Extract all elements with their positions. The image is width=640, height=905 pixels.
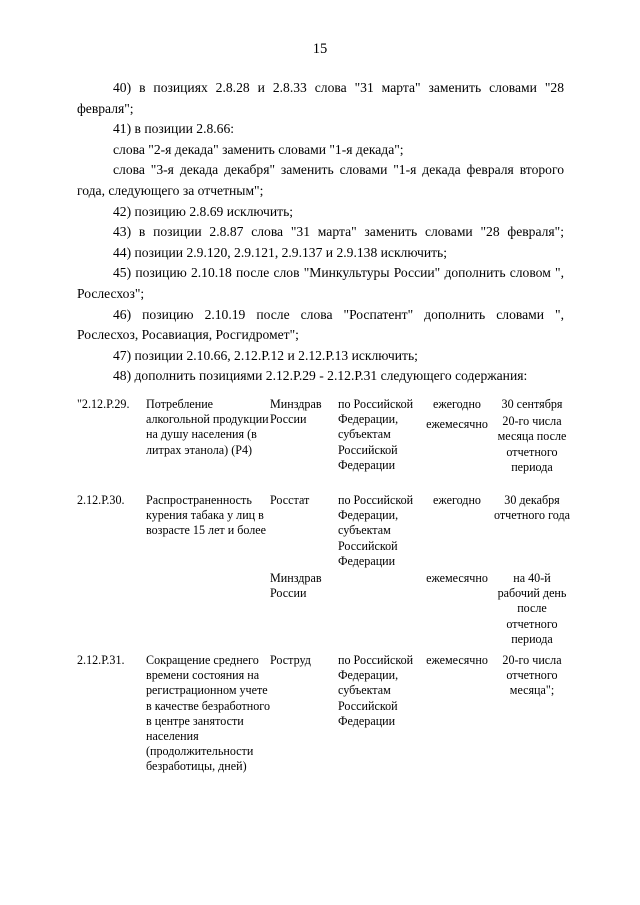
responsible-agency: Росстат <box>270 493 310 507</box>
frequency-cell <box>422 397 492 432</box>
amendment-subitem-41-a: слова "2-я декада" заменить словами "1-я декада"; <box>113 141 404 157</box>
table-row <box>77 571 572 653</box>
amendment-item-47: 47) позиции 2.10.66, 2.12.Р.12 и 2.12.Р.13 исключить; <box>113 347 418 363</box>
indicator-name: Потребление алкогольной продукции на душу населения (в литрах этанола) (Р4) <box>146 397 269 457</box>
amendment-list <box>77 78 564 387</box>
deadline-secondary: 20-го числа месяца после отчетного периода <box>497 414 567 474</box>
deadline-cell <box>492 397 572 475</box>
frequency: ежегодно <box>433 397 481 411</box>
frequency-secondary: ежемесячно <box>426 417 488 432</box>
deadline: на 40-й рабочий день после отчетного периода <box>497 571 567 646</box>
amendment-item-46: 46) позицию 2.10.19 после слова "Роспатент" дополнить словами ", Рослесхоз, Росавиация, Росгидромет"; <box>77 306 564 343</box>
frequency: ежемесячно <box>426 653 488 667</box>
coverage-level: по Российской Федерации, субъектам Российской Федерации <box>338 397 414 472</box>
responsible-agency: Минздрав России <box>270 397 322 427</box>
frequency: ежегодно <box>433 493 481 507</box>
table-row <box>77 493 572 571</box>
coverage-level: по Российской Федерации, субъектам Российской Федерации <box>338 493 414 568</box>
amendment-item-44: 44) позиции 2.9.120, 2.9.121, 2.9.137 и 2.9.138 исключить; <box>113 244 448 260</box>
responsible-agency: Минздрав России <box>270 571 322 601</box>
frequency: ежемесячно <box>426 571 488 585</box>
position-code: "2.12.Р.29. <box>77 397 130 411</box>
indicator-name: Сокращение среднего времени состояния на регистрационном учете в качестве безработного в центре занятости населения (продолжительности безработицы, дней) <box>146 653 270 774</box>
deadline: 20-го числа отчетного месяца"; <box>502 653 562 698</box>
deadline: 30 сентября <box>501 397 563 411</box>
amendment-item-40: 40) в позициях 2.8.28 и 2.8.33 слова "31 марта" заменить словами "28 февраля"; <box>77 80 564 116</box>
amendment-item-43: 43) в позиции 2.8.87 слова "31 марта" заменить словами "28 февраля"; <box>113 224 564 240</box>
amendment-item-48: 48) дополнить позициями 2.12.Р.29 - 2.12.Р.31 следующего содержания: <box>113 368 528 384</box>
responsible-agency: Роструд <box>270 653 311 667</box>
position-code: 2.12.Р.31. <box>77 653 125 667</box>
table-row <box>77 653 572 803</box>
table-row <box>77 397 572 493</box>
deadline: 30 декабря отчетного года <box>493 493 571 523</box>
amendment-item-42: 42) позицию 2.8.69 исключить; <box>113 203 294 219</box>
page-number: 15 <box>312 41 328 57</box>
indicator-name: Распространенность курения табака у лиц в возрасте 15 лет и более <box>146 493 267 538</box>
coverage-level: по Российской Федерации, субъектам Российской Федерации <box>338 653 414 728</box>
amendment-item-45: 45) позицию 2.10.18 после слов "Минкультуры России" дополнить словом ", Рослесхоз"; <box>77 265 564 301</box>
positions-table <box>77 397 572 803</box>
amendment-subitem-41-b: слова "3-я декада декабря" заменить словами "1-я декада февраля второго года, следующего за отчетным"; <box>77 162 564 198</box>
position-code: 2.12.Р.30. <box>77 493 125 507</box>
amendment-item-41: 41) в позиции 2.8.66: <box>113 121 235 137</box>
